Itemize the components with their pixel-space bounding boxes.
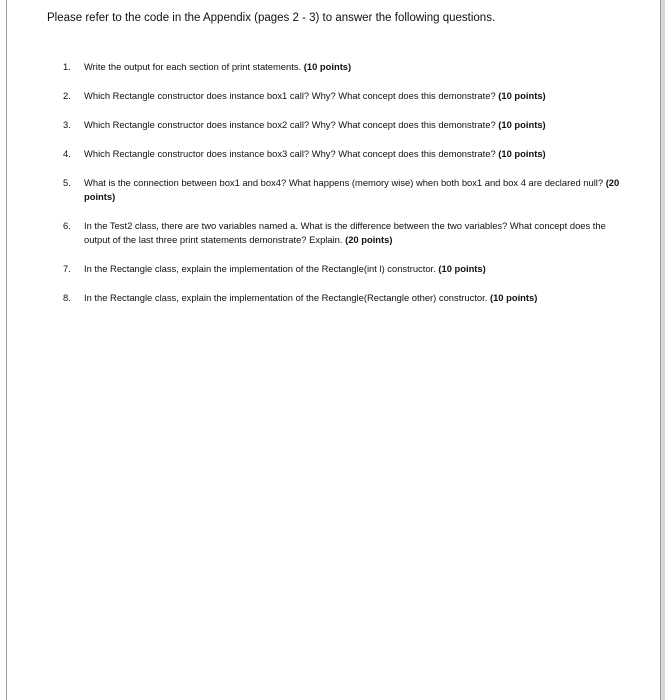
question-points: (10 points) [498,90,546,101]
question-list [63,60,628,305]
document-page [6,0,661,700]
instructions-text: Please refer to the code in the Appendix (pages 2 - 3) to answer the following questions. [47,12,496,24]
question-points: (10 points) [489,292,538,303]
question-item [63,118,628,132]
question-number: 4. [63,148,71,159]
question-item [63,219,628,247]
question-item [63,89,628,103]
question-item [63,60,628,74]
question-points: (10 points) [498,119,546,130]
question-text: Write the output for each section of print statements. (10 points) [84,61,352,72]
question-points: (20 points) [345,234,393,245]
page-edge-shadow [661,0,665,700]
question-text: In the Rectangle class, explain the implementation of the Rectangle(Rectangle other) constructor. (10 points) [84,292,538,303]
question-text: In the Test2 class, there are two variables named a. What is the difference between the two variables? What concept does the output of the last three print statements demonstrate? Explain. (20 points) [84,220,606,245]
question-number: 5. [63,177,71,188]
question-points: (10 points) [498,148,546,159]
question-text: What is the connection between box1 and box4? What happens (memory wise) when both box1 and box 4 are declared null? (20 points) [84,177,620,202]
question-text: In the Rectangle class, explain the implementation of the Rectangle(int l) constructor. (10 points) [84,263,486,274]
question-item [63,291,628,305]
question-text: Which Rectangle constructor does instance box2 call? Why? What concept does this demonstrate? (10 points) [84,119,546,130]
question-points: (10 points) [303,61,352,72]
question-text: Which Rectangle constructor does instance box1 call? Why? What concept does this demonstrate? (10 points) [84,90,546,101]
question-number: 3. [63,119,71,130]
question-points: (10 points) [438,263,486,274]
question-item [63,176,628,204]
question-number: 8. [63,292,71,303]
question-text: Which Rectangle constructor does instance box3 call? Why? What concept does this demonstrate? (10 points) [84,148,546,159]
question-item [63,147,628,161]
question-number: 2. [63,90,71,101]
question-number: 6. [63,220,71,231]
question-number: 7. [63,263,71,274]
question-number: 1. [63,61,71,72]
question-points: (20 points) [84,177,620,202]
question-item [63,262,628,276]
